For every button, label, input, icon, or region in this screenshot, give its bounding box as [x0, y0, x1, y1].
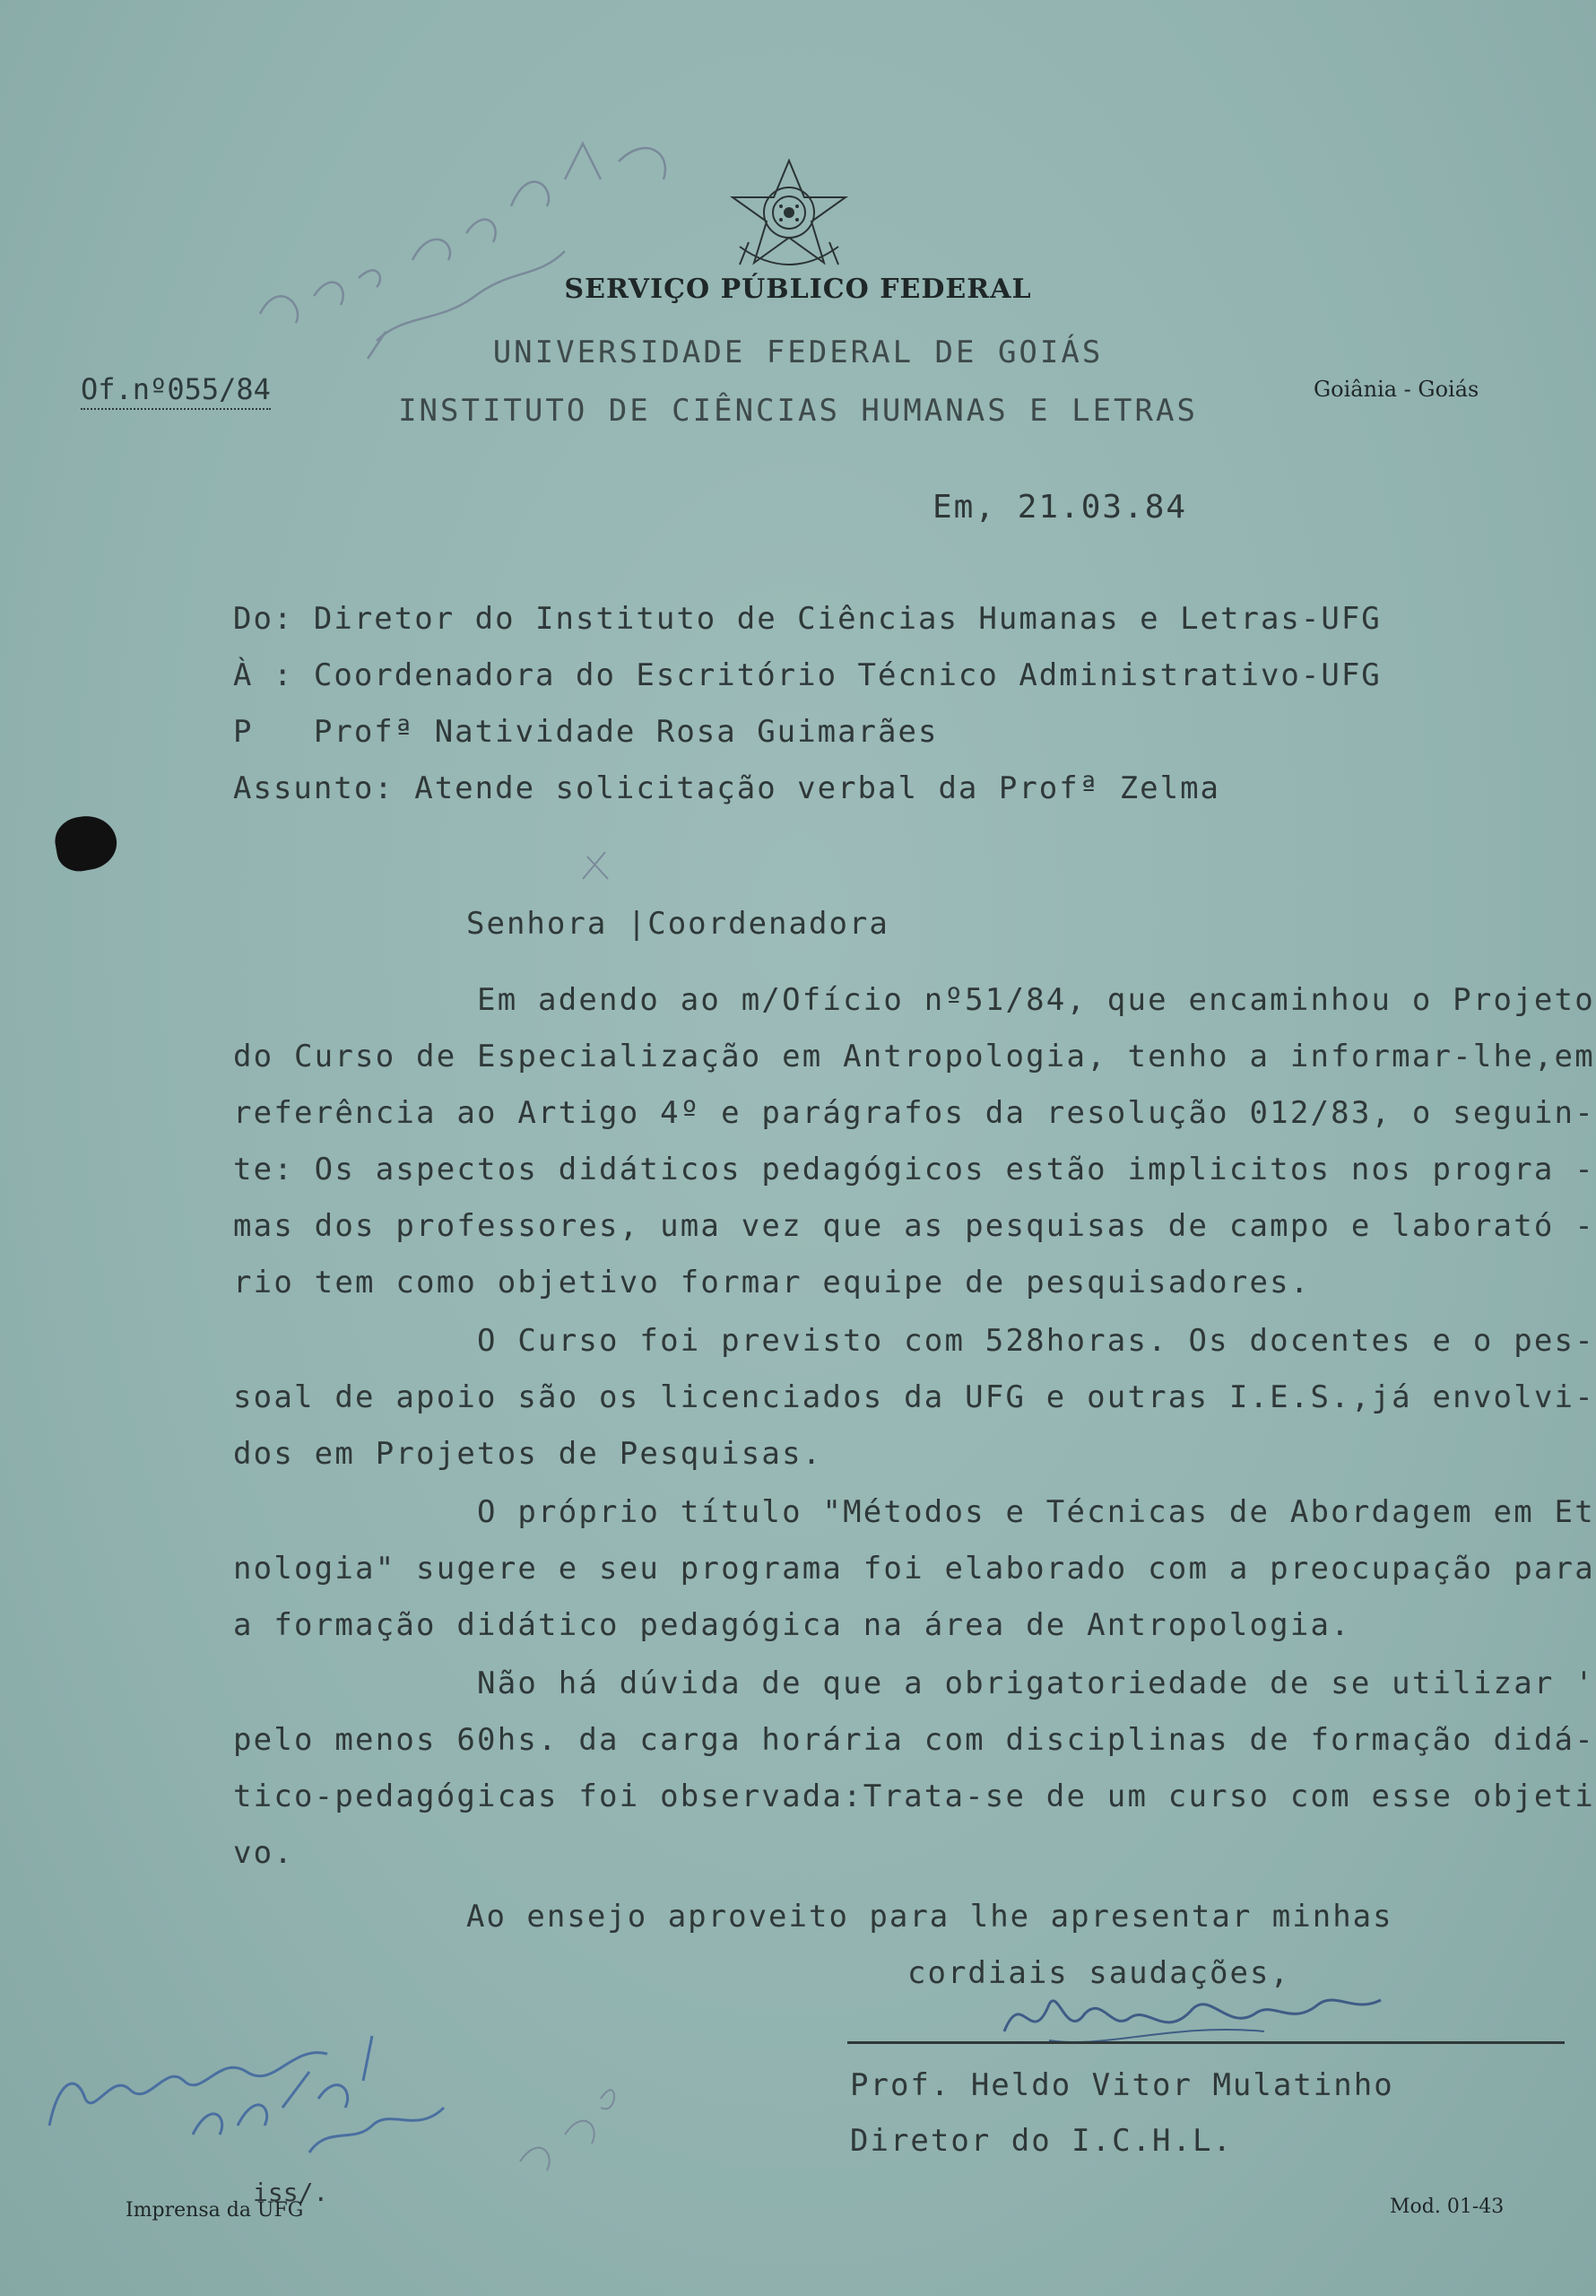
body-line: vo. — [233, 1835, 295, 1871]
signature-line — [847, 2041, 1565, 2044]
signatory-name: Prof. Heldo Vitor Mulatinho — [850, 2067, 1394, 2103]
office-number: Of.nº055/84 — [81, 372, 271, 410]
body-line: rio tem como objetivo formar equipe de pesquisadores. — [233, 1265, 1311, 1300]
university-name: UNIVERSIDADE FEDERAL DE GOIÁS — [492, 335, 1104, 370]
salutation: Senhora |Coordenadora — [466, 906, 889, 942]
body-line: dos em Projetos de Pesquisas. — [233, 1436, 823, 1472]
attention-line: P Profª Natividade Rosa Guimarães — [233, 714, 939, 750]
body-line: soal de apoio são os licenciados da UFG e outras I.E.S.,já envolvi- — [233, 1379, 1595, 1415]
body-line: tico-pedagógicas foi observada:Trata-se de um curso com esse objeti — [233, 1779, 1595, 1814]
letter-date: Em, 21.03.84 — [932, 489, 1188, 526]
form-model-number: Mod. 01-43 — [1390, 2196, 1505, 2218]
ink-blot — [51, 812, 120, 875]
body-line: mas dos professores, uma vez que as pesquisas de campo e laborató - — [233, 1208, 1595, 1244]
printer-credit: Imprensa da UFG — [126, 2199, 304, 2222]
closing-line: cordiais saudações, — [907, 1955, 1290, 1991]
body-line: O Curso foi previsto com 528horas. Os docentes e o pes- — [233, 1323, 1595, 1359]
body-line: O próprio título "Métodos e Técnicas de Abordagem em Et — [233, 1494, 1595, 1530]
subject-line: Assunto: Atende solicitação verbal da Profª Zelma — [233, 770, 1221, 806]
body-line: a formação didático pedagógica na área de Antropologia. — [233, 1607, 1351, 1643]
pencil-mark — [574, 843, 619, 888]
handwritten-margin-note — [242, 126, 726, 395]
body-line: pelo menos 60hs. da carga horária com disciplinas de formação didá- — [233, 1722, 1595, 1758]
closing-line: Ao ensejo aproveito para lhe apresentar minhas — [466, 1899, 1393, 1935]
typist-initials: iss/. — [253, 2178, 329, 2207]
body-line: nologia" sugere e seu programa foi elaborado com a preocupação para — [233, 1551, 1595, 1587]
coat-of-arms-emblem — [722, 157, 856, 274]
signatory-title: Diretor do I.C.H.L. — [850, 2123, 1233, 2159]
from-line: Do: Diretor do Instituto de Ciências Humanas e Letras-UFG — [233, 601, 1382, 637]
city-label: Goiânia - Goiás — [1314, 377, 1479, 402]
body-line: do Curso de Especialização em Antropologia, tenho a informar-lhe,em — [233, 1039, 1595, 1074]
body-line: referência ao Artigo 4º e parágrafos da resolução 012/83, o seguin- — [233, 1095, 1595, 1131]
body-line: Em adendo ao m/Ofício nº51/84, que encaminhou o Projeto — [233, 982, 1595, 1018]
to-line: À : Coordenadora do Escritório Técnico Administrativo-UFG — [233, 657, 1382, 693]
handwritten-signature — [995, 1978, 1390, 2058]
service-heading: SERVIÇO PÚBLICO FEDERAL — [564, 274, 1032, 305]
pencil-annotation — [502, 2045, 628, 2179]
body-line: te: Os aspectos didáticos pedagógicos estão implicitos nos progra - — [233, 1152, 1595, 1187]
body-line: Não há dúvida de que a obrigatoriedade de se utilizar ' — [233, 1665, 1595, 1701]
institute-name: INSTITUTO DE CIÊNCIAS HUMANAS E LETRAS — [398, 393, 1198, 429]
handwritten-receipt-note — [40, 2018, 471, 2161]
